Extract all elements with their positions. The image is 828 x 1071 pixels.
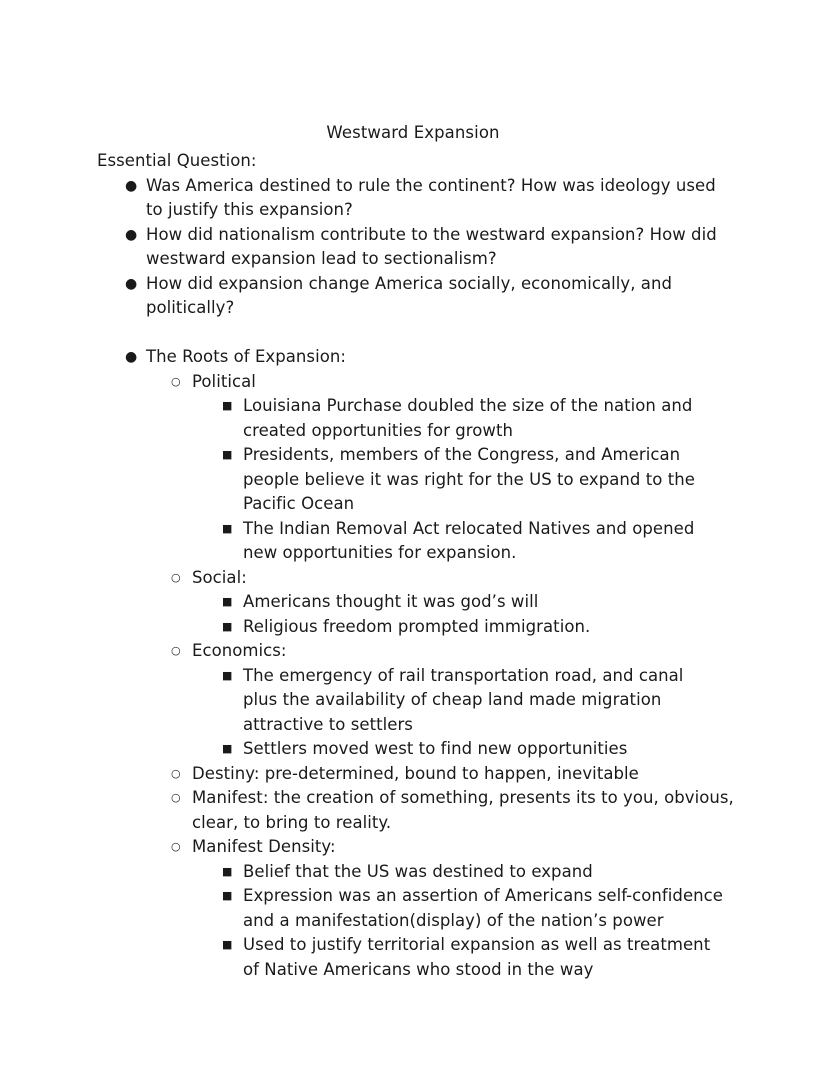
- list-item: [0, 566, 828, 591]
- bullet-square-icon: ■: [222, 399, 233, 412]
- list-item: [0, 370, 828, 395]
- blank-line: [0, 321, 828, 346]
- section-heading-essential-question: Essential Question:: [97, 151, 257, 170]
- bullet-square-icon: ■: [222, 595, 233, 608]
- list-item-text: The Roots of Expansion:: [146, 347, 346, 366]
- list-item-text: Used to justify territorial expansion as well as treatment of Native Americans who stood in the way: [243, 935, 711, 979]
- list-item-text: Louisiana Purchase doubled the size of the nation and created opportunities for growth: [243, 396, 693, 440]
- points-social: [0, 590, 828, 639]
- list-item: [0, 639, 828, 664]
- bullet-square-icon: ■: [222, 619, 233, 633]
- list-item-text: Expression was an assertion of Americans self-confidence and a manifestation(display) of the nation’s power: [243, 886, 723, 930]
- bullet-disc-icon: ●: [125, 275, 138, 292]
- subsection-definitions: [0, 762, 828, 860]
- subsection-economics: [0, 639, 828, 664]
- list-item-text: Destiny: pre-determined, bound to happen, inevitable: [192, 763, 639, 783]
- list-item-text: Religious freedom prompted immigration.: [243, 616, 591, 636]
- list-item: [0, 762, 828, 787]
- list-item: [0, 174, 828, 223]
- list-item: [0, 394, 828, 443]
- bullet-disc-icon: ●: [125, 349, 138, 365]
- list-item: [0, 933, 828, 982]
- points-political: [0, 394, 828, 566]
- list-item-text: Economics:: [192, 641, 287, 660]
- bullet-circle-icon: ○: [171, 766, 181, 780]
- subsection-political: [0, 370, 828, 395]
- bullet-disc-icon: ●: [125, 177, 138, 194]
- list-item: [0, 835, 828, 860]
- bullet-square-icon: ■: [222, 938, 233, 951]
- bullet-circle-icon: ○: [171, 644, 181, 657]
- list-item: [0, 860, 828, 885]
- list-item: [0, 590, 828, 615]
- essential-question-list: [0, 174, 828, 321]
- list-item-text: Social:: [192, 567, 247, 587]
- bullet-square-icon: ■: [222, 521, 233, 535]
- list-item-text: How did nationalism contribute to the westward expansion? How did westward expansion lead to sectionalism?: [146, 224, 717, 268]
- list-item-text: Manifest Density:: [192, 837, 336, 856]
- list-item: [0, 737, 828, 762]
- list-item: [0, 345, 828, 370]
- list-item-text: Americans thought it was god’s will: [243, 592, 539, 611]
- list-item-text: Settlers moved west to find new opportunities: [243, 739, 628, 758]
- points-manifest-density: [0, 860, 828, 983]
- list-item-text: The emergency of rail transportation road, and canal plus the availability of cheap land made migration attractive to settlers: [243, 665, 684, 734]
- list-item: [0, 615, 828, 640]
- bullet-circle-icon: ○: [171, 374, 181, 388]
- list-item-text: Manifest: the creation of something, presents its to you, obvious, clear, to bring to reality.: [192, 788, 734, 832]
- list-item-text: The Indian Removal Act relocated Natives and opened new opportunities for expansion.: [243, 518, 695, 562]
- bullet-square-icon: ■: [222, 448, 233, 461]
- bullet-square-icon: ■: [222, 668, 233, 682]
- list-item-text: Presidents, members of the Congress, and American people believe it was right for the US to expand to the Pacific Ocean: [243, 445, 695, 513]
- bullet-circle-icon: ○: [171, 791, 181, 804]
- list-item-text: Belief that the US was destined to expand: [243, 861, 593, 881]
- list-item: [0, 443, 828, 517]
- bullet-square-icon: ■: [222, 864, 233, 878]
- bullet-disc-icon: ●: [125, 226, 138, 243]
- subsection-social: [0, 566, 828, 591]
- list-item: [0, 223, 828, 272]
- roots-of-expansion-list: [0, 345, 828, 370]
- list-item: [0, 272, 828, 321]
- bullet-square-icon: ■: [222, 889, 233, 902]
- points-economics: [0, 664, 828, 762]
- list-item: [0, 664, 828, 738]
- list-item-text: How did expansion change America socially, economically, and politically?: [146, 273, 672, 317]
- bullet-circle-icon: ○: [171, 840, 181, 853]
- bullet-square-icon: ■: [222, 742, 233, 755]
- list-item: [0, 786, 828, 835]
- list-item-text: Political: [192, 371, 256, 391]
- list-item-text: Was America destined to rule the continent? How was ideology used to justify this expansion?: [146, 175, 716, 219]
- list-item: [0, 884, 828, 933]
- bullet-circle-icon: ○: [171, 570, 181, 584]
- page-title: Westward Expansion: [326, 123, 500, 142]
- list-item: [0, 517, 828, 566]
